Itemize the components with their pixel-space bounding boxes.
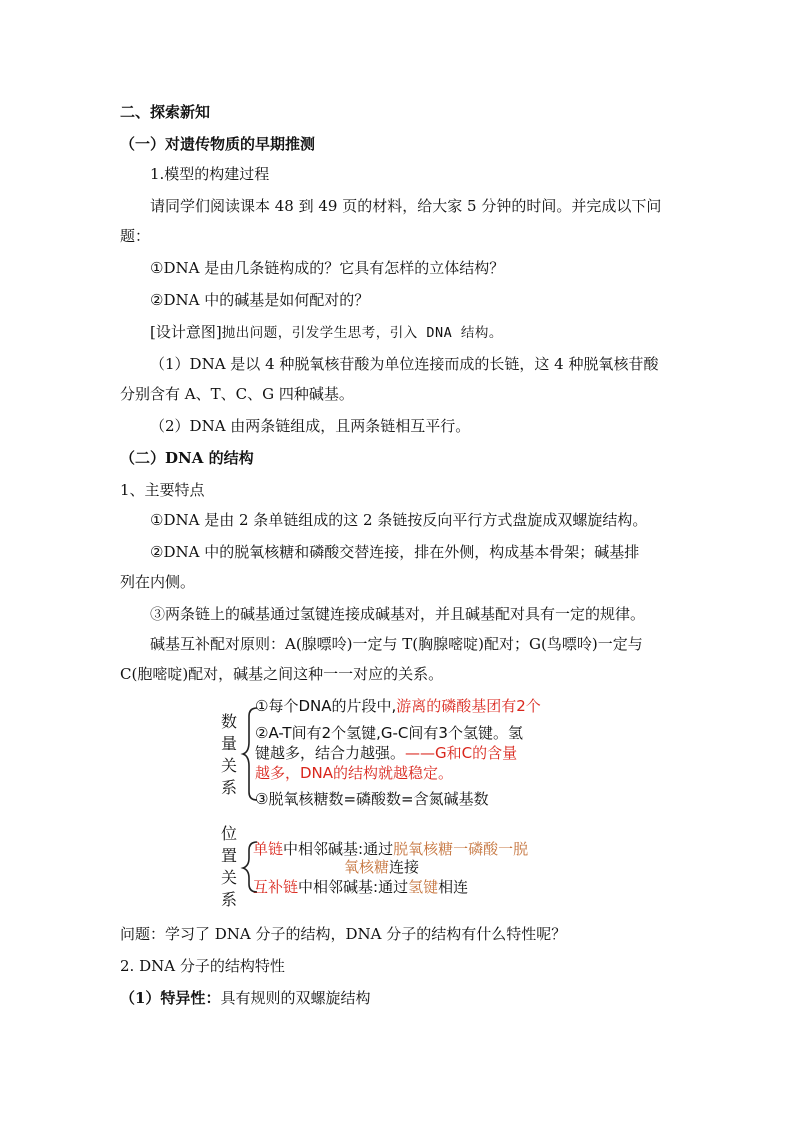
feature-3: ③两条链上的碱基通过氢键连接成碱基对，并且碱基配对具有一定的规律。	[150, 605, 646, 623]
position-item-1-line2	[344, 856, 419, 878]
design-intent	[150, 322, 503, 343]
position-item-1-end: 连接	[389, 858, 420, 876]
specificity-label: （1）特异性：	[120, 989, 221, 1007]
position-item-2-link: 氢键	[408, 878, 439, 896]
position-item-2-via: :通过	[373, 878, 409, 896]
answer-2: （2）DNA 由两条链组成，且两条链相互平行。	[150, 417, 471, 435]
base-pairing-rule: 碱基互补配对原则：A(腺嘌呤)一定与 T(胸腺嘧啶)配对；G(鸟嘌呤)一定与	[150, 635, 643, 653]
specificity	[120, 988, 370, 1008]
position-item-1-text: 中相邻碱基	[283, 840, 359, 858]
position-label-char-4: 系	[220, 890, 237, 909]
position-item-2-highlight: 互补链	[253, 878, 299, 896]
quantity-label-char-2: 量	[220, 734, 237, 753]
quantity-item-2-line3: 越多，DNA的结构就越稳定。	[255, 764, 454, 782]
paragraph-reading-task: 请同学们阅读课本 48 到 49 页的材料，给大家 5 分钟的时间。并完成以下问	[150, 197, 662, 215]
quantity-item-1-text: ①每个DNA的片段中,	[255, 697, 397, 715]
item-structure-properties: 2. DNA 分子的结构特性	[120, 957, 285, 975]
position-item-2-text: 中相邻碱基	[298, 878, 374, 896]
position-item-1-highlight: 单链	[253, 840, 284, 858]
position-item-2	[253, 876, 468, 898]
paragraph-reading-task-cont: 题：	[120, 227, 151, 245]
answer-1: （1）DNA 是以 4 种脱氧核苷酸为单位连接而成的长链，这 4 种脱氧核苷酸	[150, 355, 659, 373]
section-title: 二、探索新知	[120, 103, 211, 121]
question-2: ②DNA 中的碱基是如何配对的？	[150, 291, 370, 309]
position-item-1-via: :通过	[358, 840, 394, 858]
item-main-features: 1、主要特点	[120, 481, 205, 499]
position-item-1-link: 脱氧核糖一磷酸一脱	[393, 840, 529, 858]
position-item-2-end: 相连	[438, 878, 469, 896]
feature-2: ②DNA 中的脱氧核糖和磷酸交替连接，排在外侧，构成基本骨架；碱基排	[150, 543, 640, 561]
base-pairing-rule-cont: C(胞嘧啶)配对，碱基之间这种一一对应的关系。	[120, 665, 444, 683]
quantity-item-2: ②A-T间有2个氢键,G-C间有3个氢键。氢	[255, 724, 523, 742]
position-label-char-1: 位	[220, 824, 237, 843]
quantity-label-char-4: 系	[220, 778, 237, 797]
question-1: ①DNA 是由几条链构成的？它具有怎样的立体结构？	[150, 259, 505, 277]
quantity-item-2-line2	[255, 742, 517, 764]
design-intent-text: 抛出问题，引发学生思考，引入 DNA 结构。	[221, 325, 503, 341]
quantity-item-1-highlight: 游离的磷酸基团有2个	[396, 697, 541, 715]
design-intent-label: [设计意图]	[150, 323, 222, 341]
quantity-label-char-3: 关	[220, 756, 237, 775]
subsection-dna-structure: （二）DNA 的结构	[120, 449, 254, 467]
quantity-item-2-text: 键越多，结合力越强。	[255, 744, 406, 762]
quantity-item-1	[255, 695, 541, 717]
quantity-label-char-1: 数	[220, 712, 237, 731]
answer-1-cont: 分别含有 A、T、C、G 四种碱基。	[120, 385, 354, 403]
structure-relations-diagram	[215, 692, 595, 907]
subsection-early-speculation: （一）对遗传物质的早期推测	[120, 135, 316, 153]
feature-2-cont: 列在内侧。	[120, 573, 196, 591]
position-label-char-2: 置	[220, 846, 237, 865]
specificity-text: 具有规则的双螺旋结构	[220, 989, 371, 1007]
quantity-item-3: ③脱氧核糖数=磷酸数=含氮碱基数	[255, 790, 489, 808]
position-item-1-link-cont: 氧核糖	[344, 858, 390, 876]
quantity-item-2-highlight: ——G和C的含量	[405, 744, 518, 762]
question-structure-properties: 问题：学习了 DNA 分子的结构，DNA 分子的结构有什么特性呢？	[120, 925, 567, 943]
position-label-char-3: 关	[220, 868, 237, 887]
item-model-building: 1.模型的构建过程	[150, 165, 270, 183]
feature-1: ①DNA 是由 2 条单链组成的这 2 条链按反向平行方式盘旋成双螺旋结构。	[150, 511, 648, 529]
